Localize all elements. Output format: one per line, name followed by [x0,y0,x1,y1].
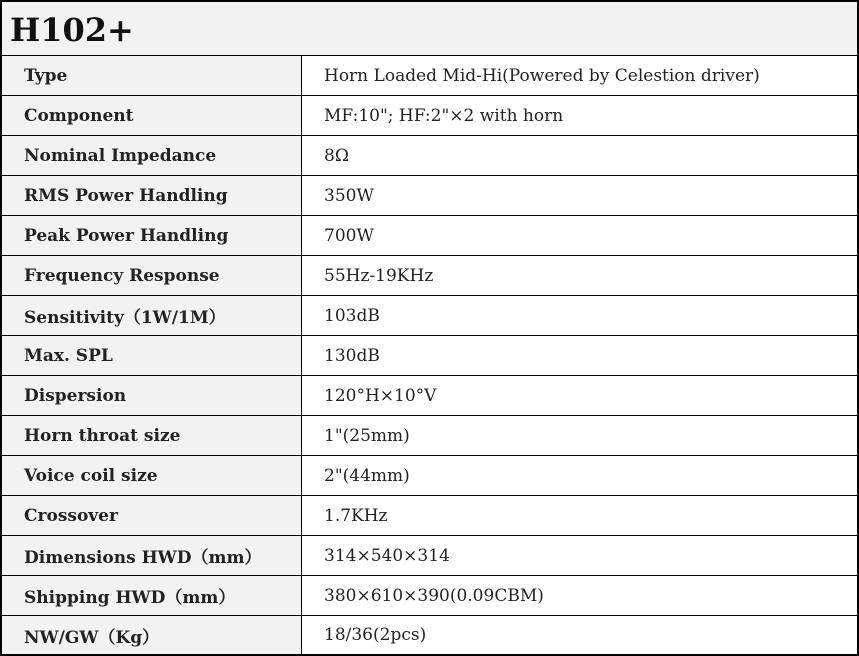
spec-row-max-spl [2,336,857,376]
product-title: H102+ [10,11,134,49]
spec-value: 350W [302,176,857,215]
spec-value: 2"(44mm) [302,456,857,495]
spec-row-sensitivity [2,296,857,336]
spec-row-peak-power [2,216,857,256]
spec-row-dispersion [2,376,857,416]
spec-label: NW/GW（Kg） [2,616,302,654]
spec-label: Sensitivity（1W/1M） [2,296,302,335]
spec-label: Component [2,96,302,135]
spec-label: Voice coil size [2,456,302,495]
spec-label: Type [2,56,302,95]
spec-row-type [2,56,857,96]
spec-value: 18/36(2pcs) [302,616,857,654]
spec-label: Dispersion [2,376,302,415]
spec-row-component [2,96,857,136]
spec-label: Shipping HWD（mm） [2,576,302,615]
spec-value: 1"(25mm) [302,416,857,455]
spec-rows [2,56,857,654]
spec-row-crossover [2,496,857,536]
spec-label: Nominal Impedance [2,136,302,175]
spec-value: MF:10"; HF:2"×2 with horn [302,96,857,135]
spec-value: 120°H×10°V [302,376,857,415]
spec-label: RMS Power Handling [2,176,302,215]
spec-label: Max. SPL [2,336,302,375]
spec-value: 380×610×390(0.09CBM) [302,576,857,615]
spec-row-dimensions [2,536,857,576]
spec-label: Crossover [2,496,302,535]
spec-row-weight [2,616,857,654]
spec-row-frequency [2,256,857,296]
spec-row-voice-coil [2,456,857,496]
spec-value: Horn Loaded Mid-Hi(Powered by Celestion driver) [302,56,857,95]
spec-label: Peak Power Handling [2,216,302,255]
spec-row-shipping [2,576,857,616]
spec-value: 130dB [302,336,857,375]
spec-label: Horn throat size [2,416,302,455]
spec-value: 700W [302,216,857,255]
spec-label: Frequency Response [2,256,302,295]
spec-row-impedance [2,136,857,176]
spec-value: 314×540×314 [302,536,857,575]
spec-value: 1.7KHz [302,496,857,535]
spec-row-horn-throat [2,416,857,456]
title-bar [2,2,857,56]
spec-value: 55Hz-19KHz [302,256,857,295]
spec-value: 8Ω [302,136,857,175]
spec-label: Dimensions HWD（mm） [2,536,302,575]
spec-value: 103dB [302,296,857,335]
spec-row-rms-power [2,176,857,216]
